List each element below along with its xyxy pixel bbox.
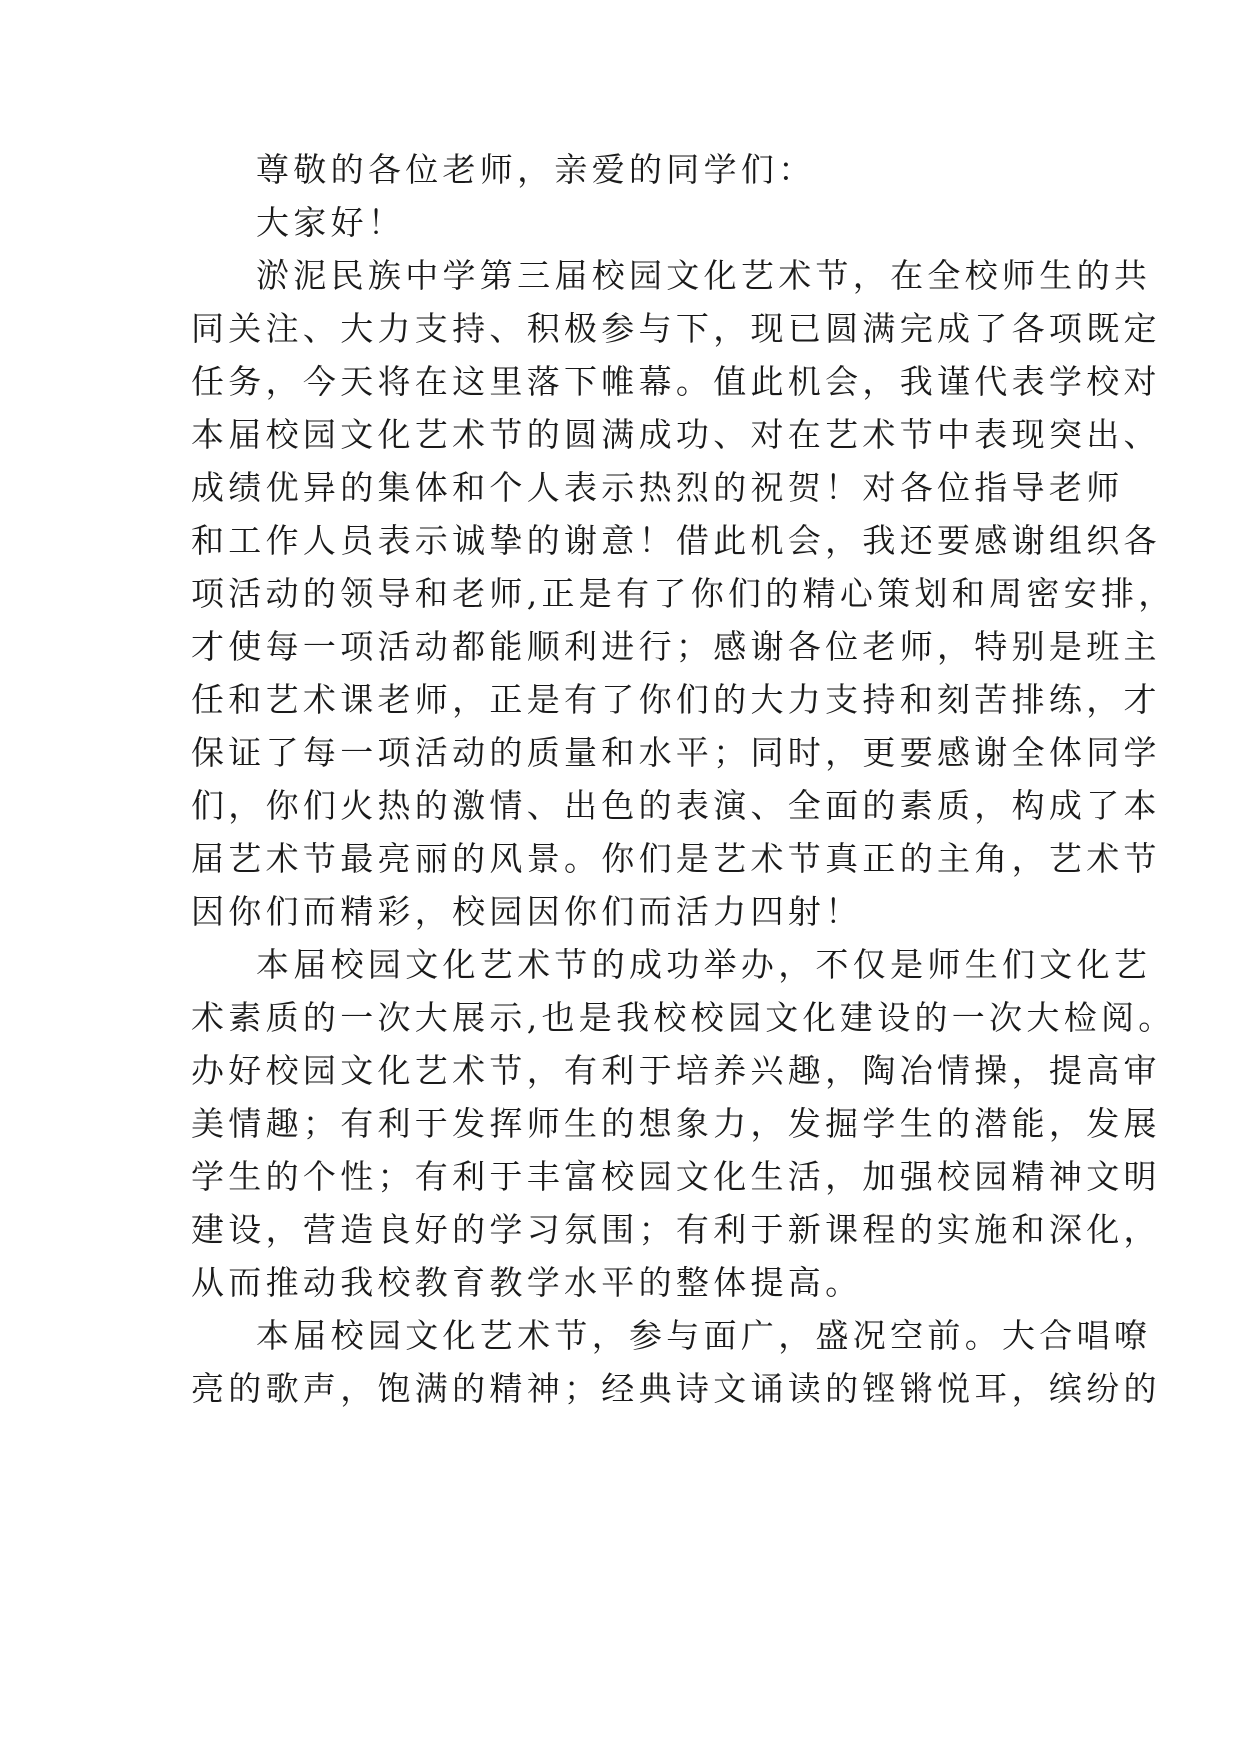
paragraph-2-line-3: 办好校园文化艺术节，有利于培养兴趣，陶冶情操，提高审	[191, 1051, 1161, 1090]
paragraph-2-line-2: 术素质的一次大展示,也是我校校园文化建设的一次大检阅。	[191, 998, 1176, 1037]
paragraph-2-line-7: 从而推动我校教育教学水平的整体提高。	[191, 1263, 863, 1302]
paragraph-1-line-6: 和工作人员表示诚挚的谢意！借此机会，我还要感谢组织各	[191, 521, 1161, 560]
paragraph-1-line-2: 同关注、大力支持、积极参与下，现已圆满完成了各项既定	[191, 309, 1161, 348]
paragraph-3-line-1: 本届校园文化艺术节，参与面广，盛况空前。大合唱嘹	[256, 1316, 1152, 1355]
paragraph-2-line-6: 建设，营造良好的学习氛围；有利于新课程的实施和深化，	[191, 1210, 1161, 1249]
paragraph-1-line-10: 保证了每一项活动的质量和水平；同时，更要感谢全体同学	[191, 733, 1161, 772]
greeting: 大家好！	[256, 203, 406, 242]
paragraph-1-line-8: 才使每一项活动都能顺利进行；感谢各位老师，特别是班主	[191, 627, 1161, 666]
paragraph-3-line-2: 亮的歌声，饱满的精神；经典诗文诵读的铿锵悦耳，缤纷的	[191, 1369, 1161, 1408]
paragraph-1-line-4: 本届校园文化艺术节的圆满成功、对在艺术节中表现突出、	[191, 415, 1161, 454]
paragraph-2-line-4: 美情趣；有利于发挥师生的想象力，发掘学生的潜能，发展	[191, 1104, 1161, 1143]
paragraph-1-line-13: 因你们而精彩，校园因你们而活力四射！	[191, 892, 863, 931]
paragraph-1-line-11: 们，你们火热的激情、出色的表演、全面的素质，构成了本	[191, 786, 1161, 825]
paragraph-1-line-1: 淤泥民族中学第三届校园文化艺术节，在全校师生的共	[256, 256, 1152, 295]
paragraph-1-line-12: 届艺术节最亮丽的风景。你们是艺术节真正的主角，艺术节	[191, 839, 1161, 878]
salutation: 尊敬的各位老师，亲爱的同学们：	[256, 150, 816, 189]
paragraph-1-line-5: 成绩优异的集体和个人表示热烈的祝贺！对各位指导老师	[191, 468, 1124, 507]
paragraph-2-line-5: 学生的个性；有利于丰富校园文化生活，加强校园精神文明	[191, 1157, 1161, 1196]
paragraph-1-line-7: 项活动的领导和老师,正是有了你们的精心策划和周密安排，	[191, 574, 1176, 613]
paragraph-1-line-3: 任务，今天将在这里落下帷幕。值此机会，我谨代表学校对	[191, 362, 1161, 401]
paragraph-1-line-9: 任和艺术课老师，正是有了你们的大力支持和刻苦排练，才	[191, 680, 1161, 719]
paragraph-2-line-1: 本届校园文化艺术节的成功举办，不仅是师生们文化艺	[256, 945, 1152, 984]
